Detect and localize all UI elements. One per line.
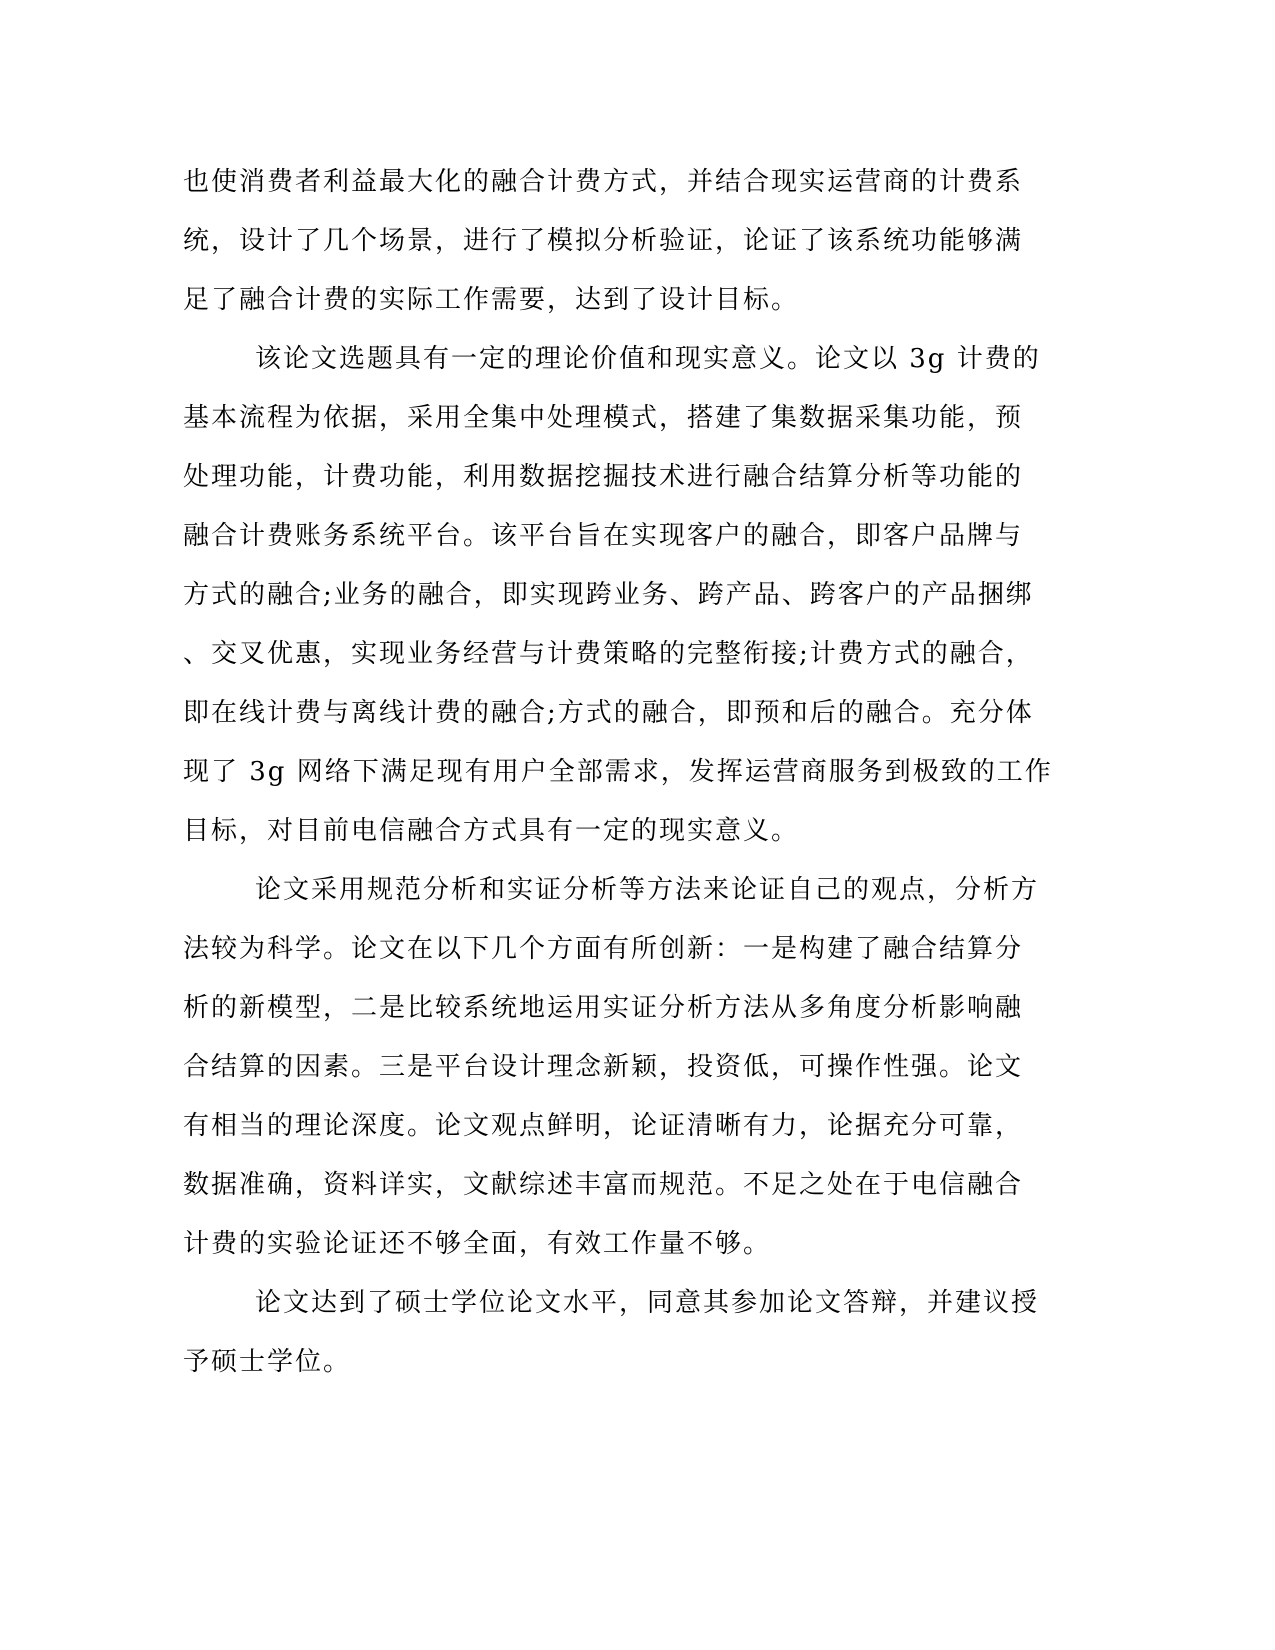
paragraph-2-line-8: 现了 3g 网络下满足现有用户全部需求，发挥运营商服务到极致的工作 xyxy=(183,757,1053,787)
paragraph-1-line-3: 足了融合计费的实际工作需要，达到了设计目标。 xyxy=(183,285,800,315)
paragraph-1-line-1: 也使消费者利益最大化的融合计费方式，并结合现实运营商的计费系 xyxy=(183,167,1024,197)
paragraph-2-line-2: 基本流程为依据，采用全集中处理模式，搭建了集数据采集功能，预 xyxy=(183,403,1024,433)
paragraph-3-line-2: 法较为科学。论文在以下几个方面有所创新：一是构建了融合结算分 xyxy=(183,934,1024,964)
paragraph-4-line-2: 予硕士学位。 xyxy=(183,1347,352,1377)
paragraph-2-line-6: 、交叉优惠，实现业务经营与计费策略的完整衔接;计费方式的融合， xyxy=(183,639,1034,669)
paragraph-3-line-3: 析的新模型，二是比较系统地运用实证分析方法从多角度分析影响融 xyxy=(183,993,1024,1023)
paragraph-2-line-5: 方式的融合;业务的融合，即实现跨业务、跨产品、跨客户的产品捆绑 xyxy=(183,580,1034,610)
paragraph-3-line-7: 计费的实验论证还不够全面，有效工作量不够。 xyxy=(183,1229,772,1259)
paragraph-2-line-4: 融合计费账务系统平台。该平台旨在实现客户的融合，即客户品牌与 xyxy=(183,521,1024,551)
paragraph-2-line-7: 即在线计费与离线计费的融合;方式的融合，即预和后的融合。充分体 xyxy=(183,698,1034,728)
paragraph-2-line-3: 处理功能，计费功能，利用数据挖掘技术进行融合结算分析等功能的 xyxy=(183,462,1024,492)
paragraph-3-line-5: 有相当的理论深度。论文观点鲜明，论证清晰有力，论据充分可靠， xyxy=(183,1111,1024,1141)
paragraph-3-line-1: 论文采用规范分析和实证分析等方法来论证自己的观点，分析方 xyxy=(255,875,1040,905)
paragraph-1-line-2: 统，设计了几个场景，进行了模拟分析验证，论证了该系统功能够满 xyxy=(183,226,1024,256)
paragraph-3-line-4: 合结算的因素。三是平台设计理念新颖，投资低，可操作性强。论文 xyxy=(183,1052,1024,1082)
paragraph-2-line-1: 该论文选题具有一定的理论价值和现实意义。论文以 3g 计费的 xyxy=(255,344,1041,374)
document-body xyxy=(183,153,1053,1392)
paragraph-2-line-9: 目标，对目前电信融合方式具有一定的现实意义。 xyxy=(183,816,800,846)
paragraph-4-line-1: 论文达到了硕士学位论文水平，同意其参加论文答辩，并建议授 xyxy=(255,1288,1040,1318)
paragraph-3-line-6: 数据准确，资料详实，文献综述丰富而规范。不足之处在于电信融合 xyxy=(183,1170,1024,1200)
